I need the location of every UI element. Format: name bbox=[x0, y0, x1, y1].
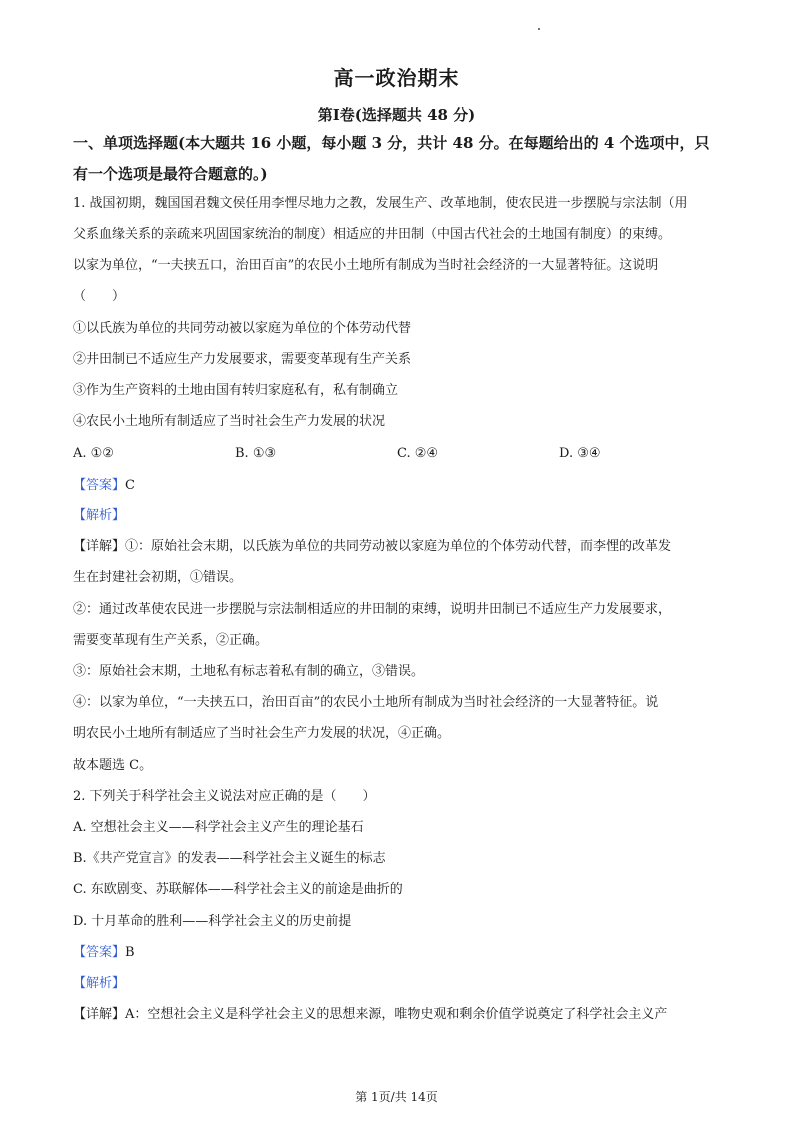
answer-value: B bbox=[125, 945, 135, 960]
q1-stem-line-4: （ ） bbox=[73, 289, 126, 304]
q1-detail-line-1 bbox=[73, 531, 723, 562]
q1-item-3: ③作为生产资料的土地由国有转归家庭私有，私有制确立 bbox=[73, 383, 399, 398]
detail-text: ①：原始社会末期，以氏族为单位的共同劳动被以家庭为单位的个体劳动代替，而李悝的改革发 bbox=[125, 539, 672, 554]
page-footer: 第 1页/共 14页 bbox=[355, 1090, 438, 1104]
q1-item-2: ②井田制已不适应生产力发展要求，需要变革现有生产关系 bbox=[73, 352, 412, 367]
q1-detail-line-3: ②：通过改革使农民进一步摆脱与宗法制相适应的井田制的束缚，说明井田制已不适应生产力发展要求， bbox=[73, 602, 672, 617]
answer-tag: 【答案】 bbox=[73, 478, 126, 493]
q1-conclusion: 故本题选 C。 bbox=[73, 758, 153, 773]
detail-tag: 【详解】 bbox=[73, 1007, 126, 1022]
q2-option-a: A. 空想社会主义——科学社会主义产生的理论基石 bbox=[73, 820, 364, 835]
q1-detail-line-4: 需要变革现有生产关系，②正确。 bbox=[73, 633, 269, 648]
q1-detail-line-5: ③：原始社会末期，土地私有标志着私有制的确立，③错误。 bbox=[73, 664, 425, 679]
answer-tag: 【答案】 bbox=[73, 945, 126, 960]
q1-item-1: ①以氏族为单位的共同劳动被以家庭为单位的个体劳动代替 bbox=[73, 321, 412, 336]
page-title: 高一政治期末 bbox=[333, 66, 460, 90]
q2-answer bbox=[73, 937, 723, 968]
q1-stem-line-3: 以家为单位，“一夫挟五口，治田百亩”的农民小土地所有制成为当时社会经济的一大显著特征。这说明 bbox=[73, 258, 659, 273]
q1-answer bbox=[73, 470, 723, 501]
q2-option-d: D. 十月革命的胜利——科学社会主义的历史前提 bbox=[73, 914, 352, 929]
q1-detail-line-7: 明农民小土地所有制适应了当时社会生产力发展的状况，④正确。 bbox=[73, 726, 451, 741]
scan-dot bbox=[538, 28, 540, 30]
q1-analysis bbox=[73, 500, 723, 531]
detail-text: A：空想社会主义是科学社会主义的思想来源，唯物史观和剩余价值学说奠定了科学社会主义产 bbox=[125, 1007, 668, 1022]
q1-stem-line-2: 父系血缘关系的亲疏来巩固国家统治的制度）相适应的井田制（中国古代社会的土地国有制度）的束缚。 bbox=[73, 227, 672, 242]
answer-value: C bbox=[125, 478, 135, 493]
q2-stem: 2. 下列关于科学社会主义说法对应正确的是（ ） bbox=[73, 789, 376, 804]
q1-detail-line-2: 生在封建社会初期，①错误。 bbox=[73, 570, 243, 585]
q2-option-c: C. 东欧剧变、苏联解体——科学社会主义的前途是曲折的 bbox=[73, 882, 403, 897]
q2-option-b: B.《共产党宣言》的发表——科学社会主义诞生的标志 bbox=[73, 851, 386, 866]
section-heading: 一、单项选择题(本大题共 16 小题，每小题 3 分，共计 48 分。在每题给出的 4 个选项中，只有一个选项是最符合题意的。) bbox=[73, 134, 710, 183]
analysis-tag: 【解析】 bbox=[73, 976, 126, 991]
q1-options bbox=[73, 438, 723, 469]
q1-option-c: C. ②④ bbox=[397, 446, 439, 461]
q1-option-b: B. ①③ bbox=[235, 446, 277, 461]
q2-detail-line-1 bbox=[73, 999, 723, 1030]
q1-item-4: ④农民小土地所有制适应了当时社会生产力发展的状况 bbox=[73, 414, 386, 429]
q1-detail-line-6: ④：以家为单位，“一夫挟五口，治田百亩”的农民小土地所有制成为当时社会经济的一大显著特征。说 bbox=[73, 695, 659, 710]
q1-option-d: D. ③④ bbox=[559, 446, 601, 461]
q2-analysis bbox=[73, 968, 723, 999]
q1-stem-line-1: 1. 战国初期，魏国国君魏文侯任用李悝尽地力之教，发展生产、改革地制，使农民进一步摆脱与宗法制（用 bbox=[73, 196, 688, 211]
detail-tag: 【详解】 bbox=[73, 539, 126, 554]
analysis-tag: 【解析】 bbox=[73, 508, 126, 523]
q1-option-a: A. ①② bbox=[73, 446, 114, 461]
volume-subtitle: 第Ⅰ卷(选择题共 48 分) bbox=[317, 106, 476, 124]
